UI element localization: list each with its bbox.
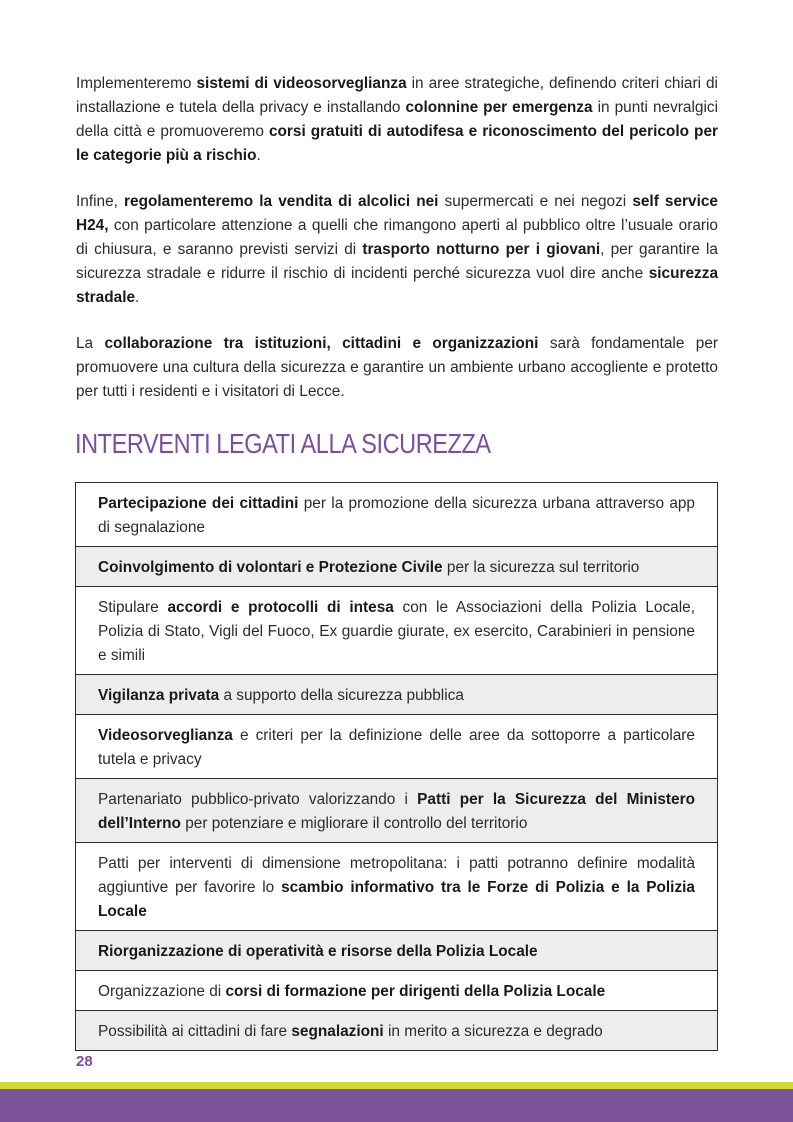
bold-text: Vigilanza privata [98,687,220,704]
table-row [76,971,717,1011]
text: La [76,335,105,352]
table-row [76,483,717,547]
text: supermercati e nei negozi [438,193,633,210]
bold-text: sicurezza stradale [76,265,718,306]
bold-text: Riorganizzazione di operatività e risorse della Polizia Locale [98,943,538,960]
bold-text: trasporto notturno per i giovani [362,241,601,258]
text: Stipulare [98,599,168,616]
text: Patti per interventi di dimensione metropolitana: i patti potranno definire modalità aggiuntive per favorire lo [98,855,695,896]
table-row [76,547,717,587]
table-row [76,675,717,715]
text: in aree strategiche, definendo criteri chiari di installazione e tutela della privacy e installando [76,75,718,116]
text: . [256,147,261,164]
text: Infine, [76,193,125,210]
bold-text: accordi e protocolli di intesa [167,599,394,616]
table-row [76,843,717,931]
text: Possibilità ai cittadini di fare [98,1023,292,1040]
table-row [76,931,717,971]
bold-text: Coinvolgimento di volontari e Protezione Civile [98,559,443,576]
text: Implementeremo [76,75,197,92]
bold-text: colonnine per emergenza [405,99,593,116]
text: in merito a sicurezza e degrado [383,1023,603,1040]
table-row [76,1011,717,1051]
bold-text: Partecipazione dei cittadini [98,495,299,512]
body-paragraph-2 [76,190,718,310]
bold-text: corsi di formazione per dirigenti della Polizia Locale [225,983,606,1000]
bold-text: regolamenteremo la vendita di alcolici nei [124,193,439,210]
text: . [135,289,140,306]
text: Partenariato pubblico-privato valorizzando i [98,791,418,808]
text: con particolare attenzione a quelli che rimangono aperti al pubblico oltre l’usuale orario di chiusura, e saranno previsti servizi di [76,217,718,258]
bold-text: collaborazione tra istituzioni, cittadini e organizzazioni [104,335,539,352]
text: sarà fondamentale per promuovere una cultura della sicurezza e garantire un ambiente urbano accogliente e protetto per tutti i residenti e i visitatori di Lecce. [76,335,719,400]
text: , per garantire la sicurezza stradale e ridurre il rischio di incidenti perché sicurezza vuol dire anche [76,241,718,282]
text: per la sicurezza sul territorio [442,559,640,576]
measures-table [75,482,718,1051]
text: con le Associazioni della Polizia Locale, Polizia di Stato, Vigli del Fuoco, Ex guardie giurate, ex esercito, Carabinieri in pensione e simili [98,599,695,664]
bold-text: Videosorveglianza [98,727,233,744]
table-row [76,587,717,675]
text: e criteri per la definizione delle aree da sottoporre a particolare tutela e privacy [98,727,695,768]
body-paragraph-1 [76,72,718,168]
footer-yellow-stripe [0,1082,793,1089]
bold-text: corsi gratuiti di autodifesa e riconoscimento del pericolo per le categorie più a rischio [76,123,718,164]
text: in punti nevralgici della città e promuoveremo [76,99,719,140]
bold-text: segnalazioni [291,1023,384,1040]
table-row [76,715,717,779]
table-row [76,779,717,843]
bold-text: Patti per la Sicurezza del Ministero dell’Interno [98,791,695,832]
text: per potenziare e migliorare il controllo del territorio [180,815,528,832]
body-paragraph-3 [76,332,718,404]
text: per la promozione della sicurezza urbana attraverso app di segnalazione [98,495,695,536]
bold-text: sistemi di videosorveglianza [196,75,407,92]
text: Organizzazione di [98,983,226,1000]
footer-purple-band [0,1089,793,1122]
bold-text: scambio informativo tra le Forze di Polizia e la Polizia Locale [98,879,695,920]
page-number: 28 [76,1053,93,1070]
text: a supporto della sicurezza pubblica [219,687,464,704]
section-heading: INTERVENTI LEGATI ALLA SICUREZZA [75,428,491,459]
bold-text: self service H24, [76,193,718,234]
